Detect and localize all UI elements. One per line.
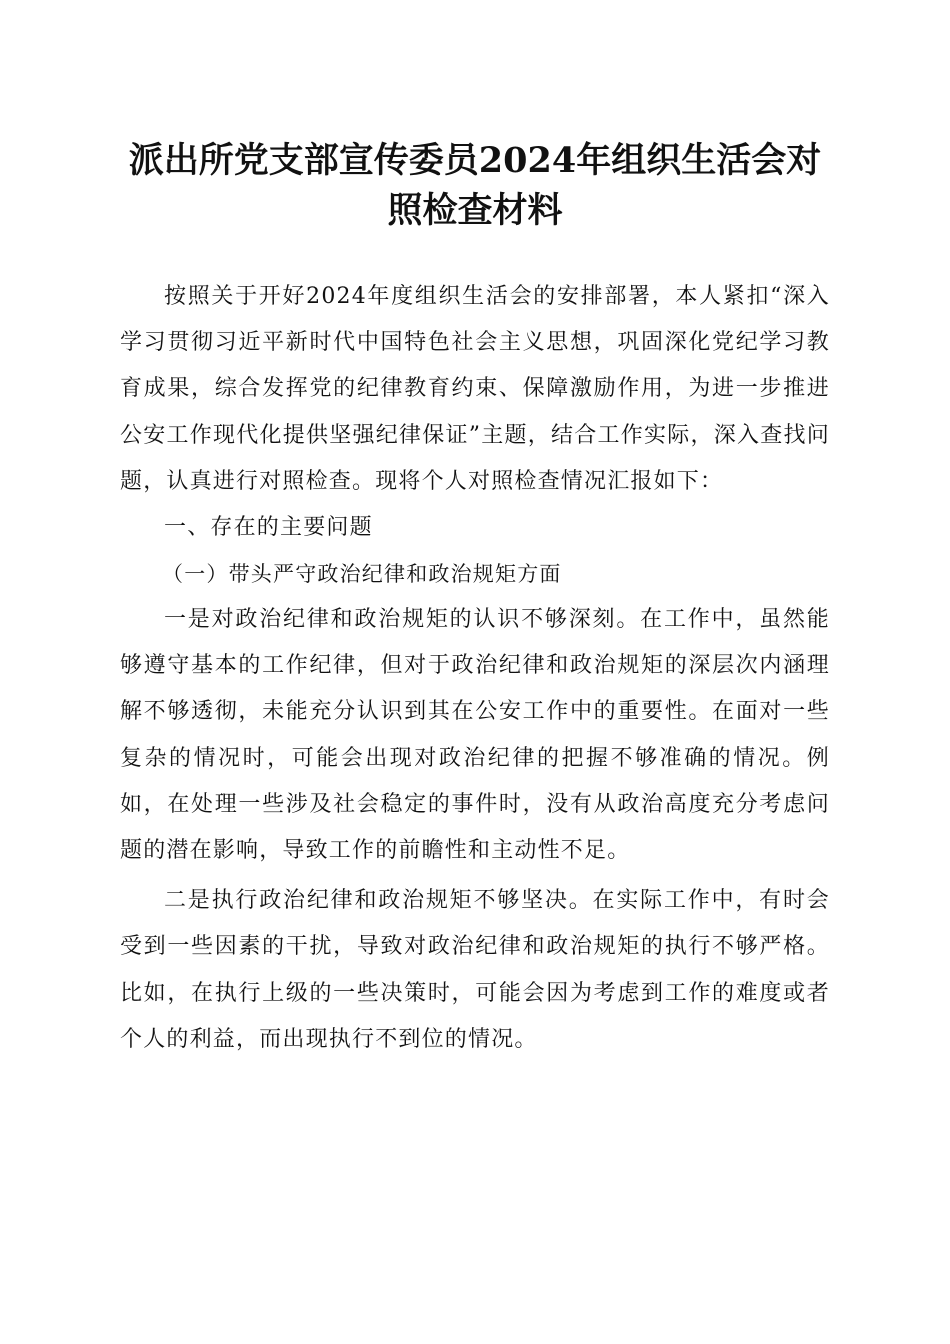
section-heading-main-problems: 一、存在的主要问题 <box>164 515 373 541</box>
point-two-paragraph: 二是执行政治纪律和政治规矩不够坚决。在实际工作中，有时会受到一些因素的干扰，导致对政治纪律和政治规矩的执行不够严格。比如，在执行上级的一些决策时，可能会因为考虑到工作的难度或者个人的利益，而出现执行不到位的情况。 <box>120 888 830 1052</box>
document-body <box>120 274 830 1063</box>
document-title: 派出所党支部宣传委员2024年组织生活会对照检查材料 <box>128 140 822 231</box>
point-one-paragraph: 一是对政治纪律和政治规矩的认识不够深刻。在工作中，虽然能够遵守基本的工作纪律，但对于政治纪律和政治规矩的深层次内涵理解不够透彻，未能充分认识到其在公安工作中的重要性。在面对一些复杂的情况时，可能会出现对政治纪律的把握不够准确的情况。例如，在处理一些涉及社会稳定的事件时，没有从政治高度充分考虑问题的潜在影响，导致工作的前瞻性和主动性不足。 <box>120 607 830 864</box>
intro-paragraph: 按照关于开好2024年度组织生活会的安排部署，本人紧扣“深入学习贯彻习近平新时代中国特色社会主义思想，巩固深化党纪学习教育成果，综合发挥党的纪律教育约束、保障激励作用，为进一步推进公安工作现代化提供坚强纪律保证”主题，结合工作实际，深入查找问题，认真进行对照检查。现将个人对照检查情况汇报如下： <box>120 284 830 494</box>
subsection-heading-political-discipline: （一）带头严守政治纪律和政治规矩方面 <box>162 562 562 587</box>
